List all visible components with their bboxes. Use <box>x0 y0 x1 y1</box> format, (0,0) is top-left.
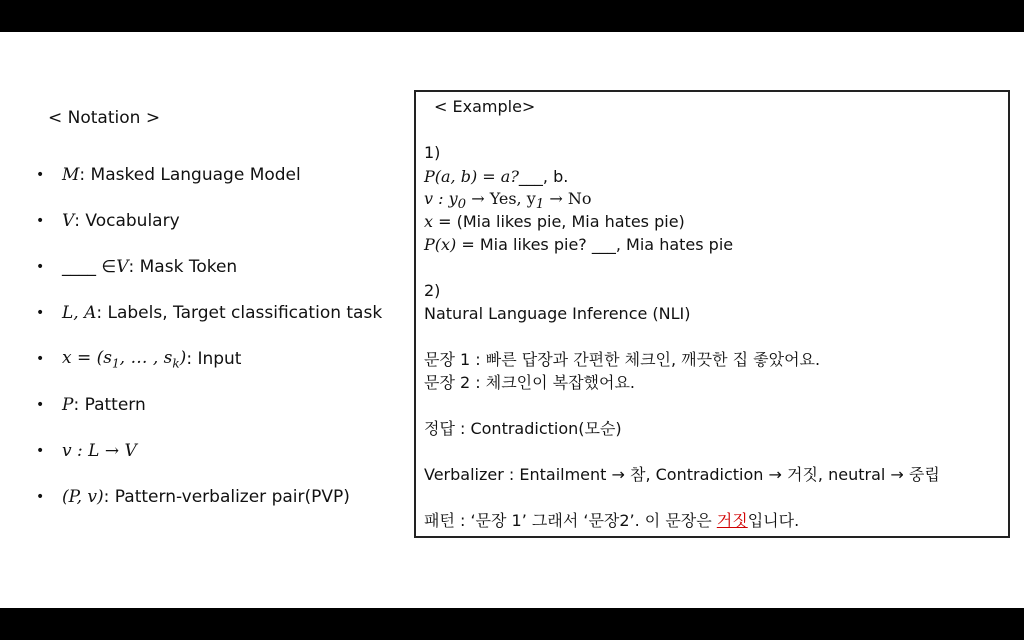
notation-item-input <box>36 336 382 382</box>
notation-item-pattern <box>36 382 382 428</box>
bullet-icon: • <box>36 351 45 367</box>
notation-text: : Pattern-verbalizer pair(PVP) <box>103 487 350 507</box>
notation-symbol: v : L → V <box>62 441 137 461</box>
notation-symbol: (P, v) <box>62 487 104 507</box>
bullet-icon: • <box>36 397 45 413</box>
notation-list <box>36 152 382 520</box>
notation-symbol: L, A <box>62 303 97 323</box>
notation-symbol: M <box>62 165 80 185</box>
bullet-icon: • <box>36 443 45 459</box>
bottom-letterbox-bar <box>0 608 1024 640</box>
notation-symbol: V <box>116 257 129 277</box>
notation-text: : Pattern <box>73 395 146 415</box>
example-2-number: 2) <box>424 281 441 300</box>
example-title: < Example> <box>434 97 536 116</box>
notation-text: : Masked Language Model <box>79 165 301 185</box>
example-1-input: x = (Mia likes pie, Mia hates pie) <box>424 212 685 231</box>
notation-text: : Labels, Target classification task <box>96 303 383 323</box>
top-letterbox-bar <box>0 0 1024 32</box>
notation-text: : Mask Token <box>128 257 238 277</box>
example-1-verbalizer: v : $y_0$ → Yes, $y_1 \to No$ <box>424 189 592 213</box>
bullet-icon: • <box>36 213 45 229</box>
example-2-sentence-1: 문장 1 : 빠른 답장과 간편한 체크인, 깨끗한 집 좋았어요. <box>424 350 821 369</box>
notation-symbol: $x = (s_1$, … , $s_k$) <box>62 347 187 371</box>
notation-symbol: P <box>62 395 74 415</box>
example-2-pattern: 패턴 : ‘문장 1’ 그래서 ‘문장2’. 이 문장은 거짓입니다. <box>424 511 800 530</box>
example-2-answer: 정답 : Contradiction(모순) <box>424 419 622 438</box>
highlighted-answer: 거짓 <box>716 511 748 530</box>
example-2-verbalizer: Verbalizer : Entailment → 참, Contradiction → 거짓, neutral → 중립 <box>424 465 940 484</box>
notation-item-verbalizer <box>36 428 382 474</box>
example-2-sentence-2: 문장 2 : 체크인이 복잡했어요. <box>424 373 636 392</box>
example-1-number: 1) <box>424 143 441 162</box>
notation-title: < Notation > <box>48 108 161 128</box>
notation-symbol: V <box>62 211 75 231</box>
notation-item-vocabulary <box>36 198 382 244</box>
notation-prefix: ____ ∈ <box>62 257 117 277</box>
notation-text: : Vocabulary <box>74 211 180 231</box>
bullet-icon: • <box>36 259 45 275</box>
example-1-pattern: P(a, b) = a?___, b. <box>424 167 569 186</box>
notation-item-mask-token <box>36 244 382 290</box>
notation-item-labels <box>36 290 382 336</box>
example-1-pattern-applied: P(x) = Mia likes pie? ___, Mia hates pie <box>424 235 734 254</box>
notation-item-pvp <box>36 474 382 520</box>
example-box <box>414 90 1010 538</box>
bullet-icon: • <box>36 489 45 505</box>
bullet-icon: • <box>36 305 45 321</box>
notation-text: : Input <box>186 349 242 369</box>
notation-item-mlm <box>36 152 382 198</box>
bullet-icon: • <box>36 167 45 183</box>
example-2-task: Natural Language Inference (NLI) <box>424 304 691 323</box>
